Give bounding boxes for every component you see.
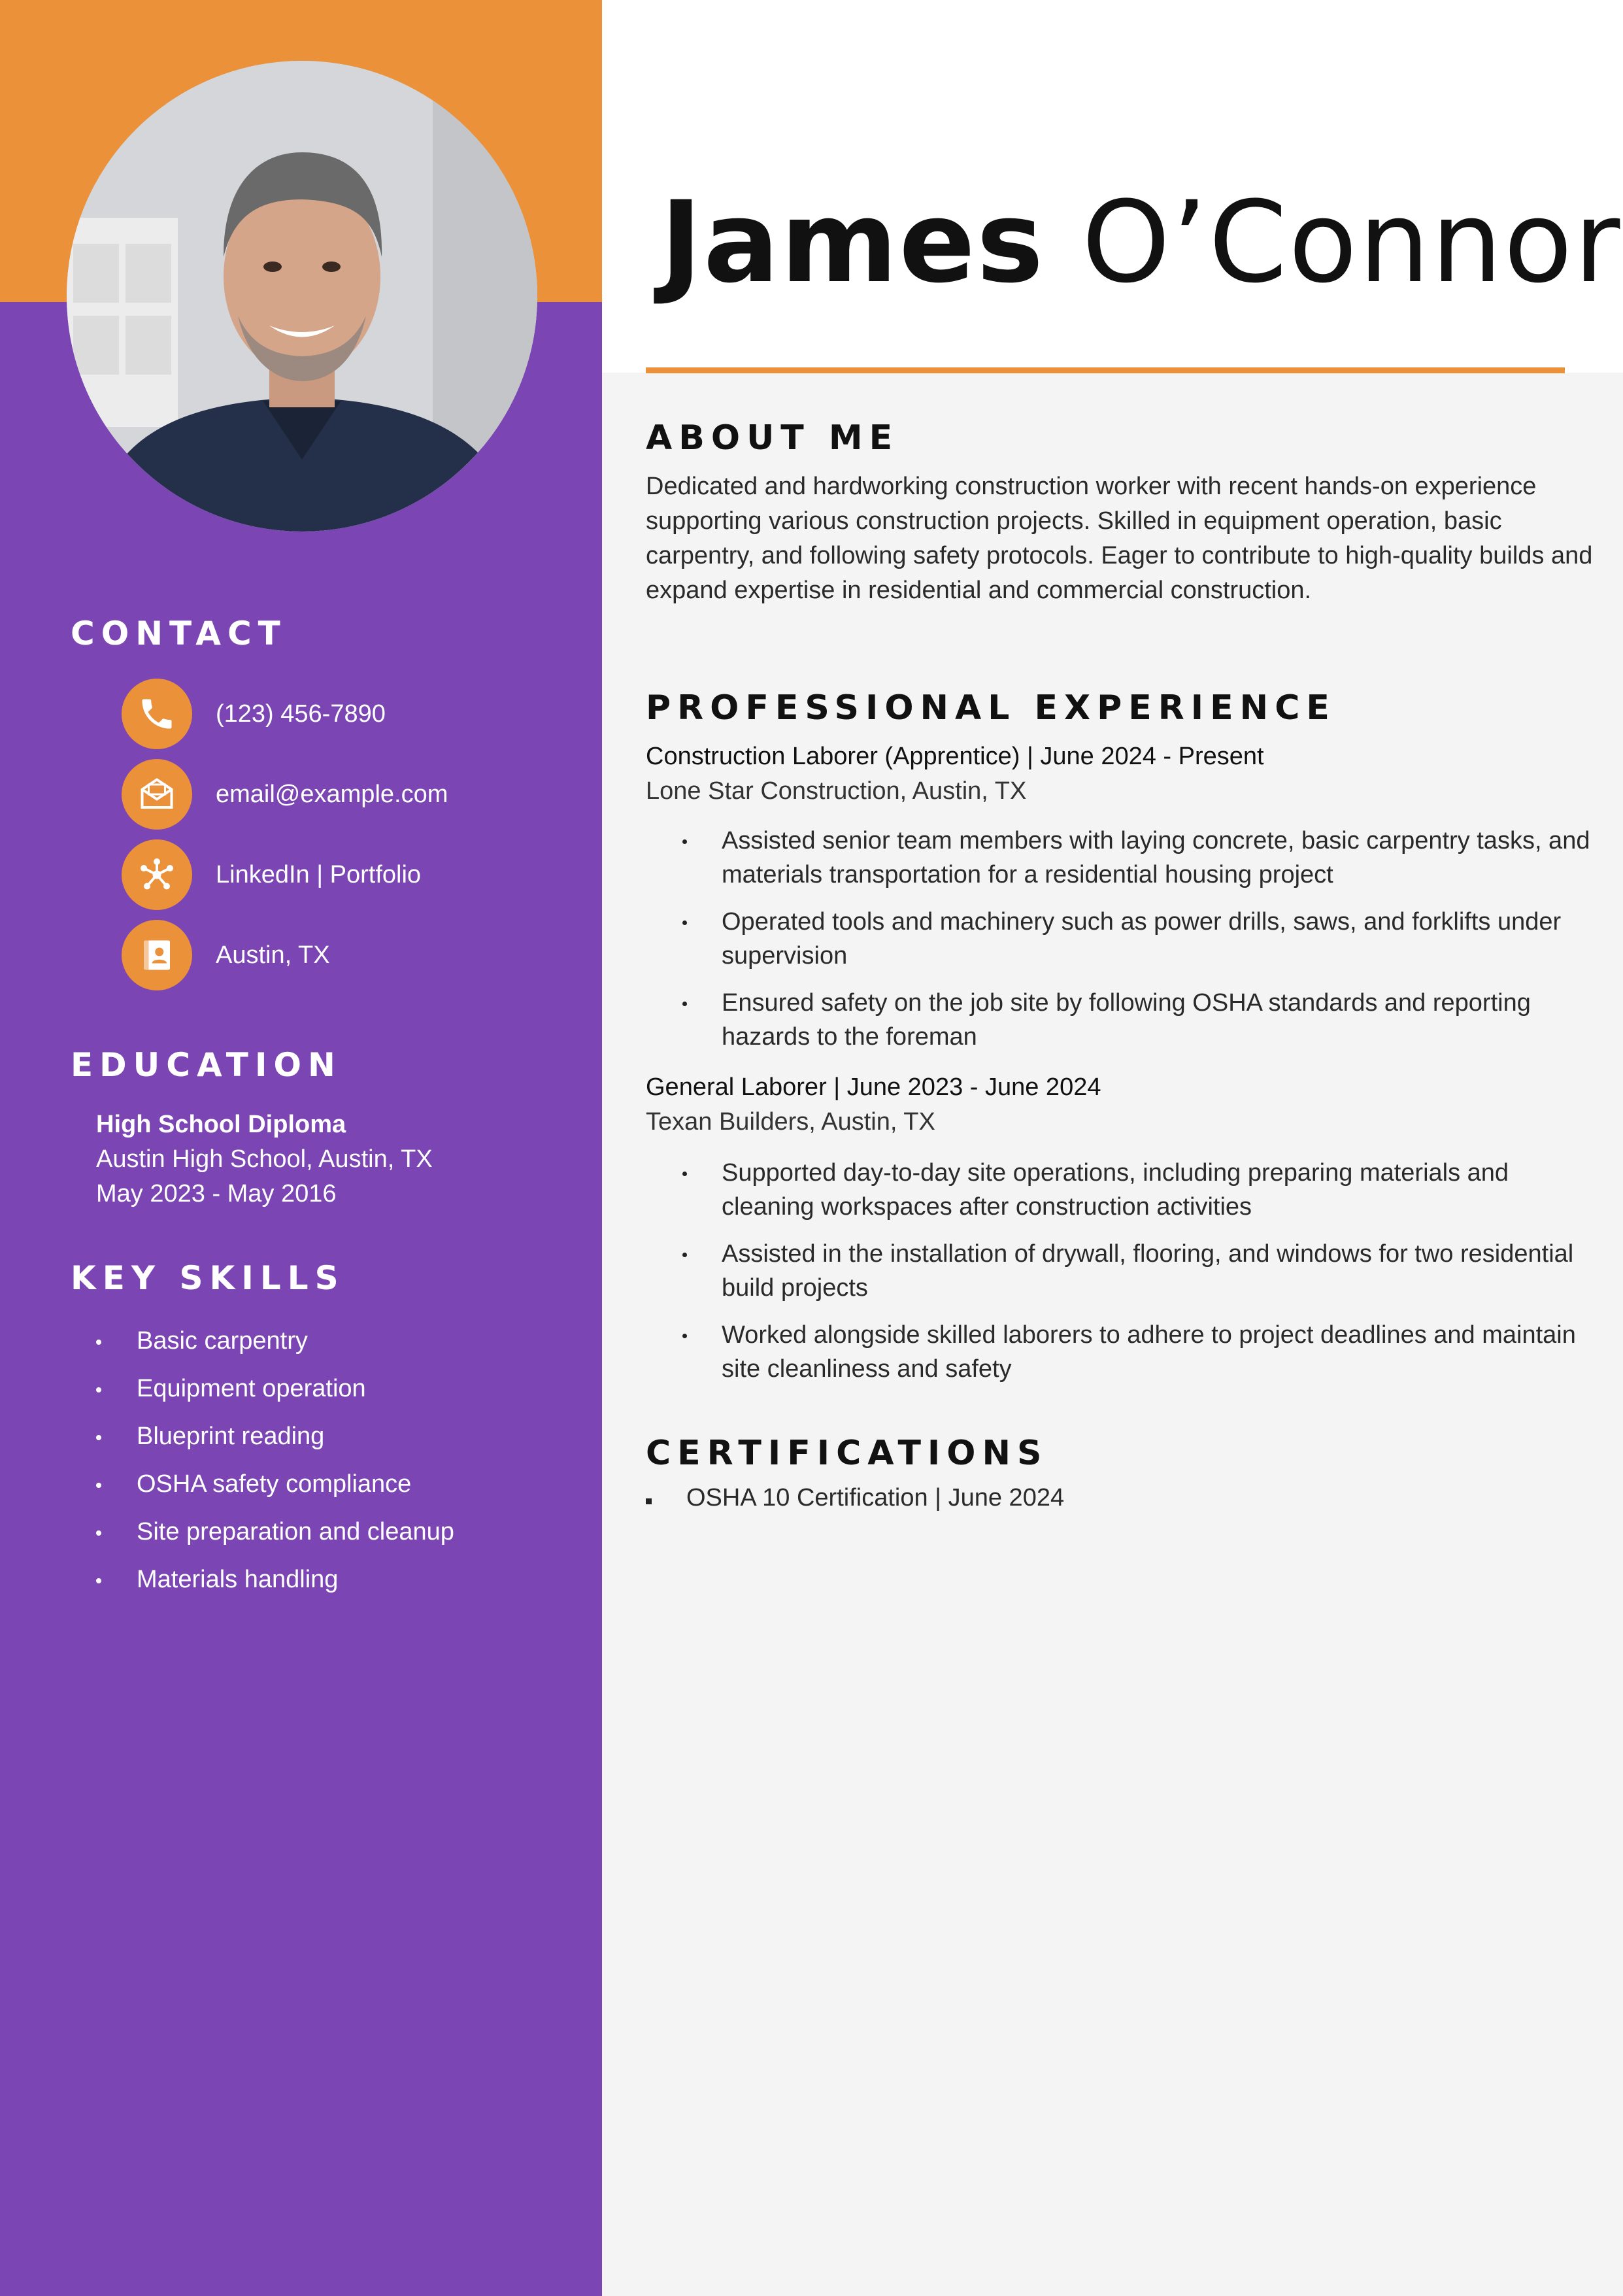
skill-item: Site preparation and cleanup bbox=[96, 1511, 454, 1559]
contact-location bbox=[122, 919, 330, 991]
contact-phone bbox=[122, 678, 386, 750]
job-title: Construction Laborer (Apprentice) | June 2024 - Present bbox=[646, 743, 1264, 770]
job-company: Lone Star Construction, Austin, TX bbox=[646, 777, 1027, 805]
education-school: Austin High School, Austin, TX bbox=[96, 1145, 433, 1173]
contact-links bbox=[122, 839, 421, 911]
contact-email bbox=[122, 758, 448, 830]
first-name: James bbox=[660, 177, 1045, 308]
skill-item: Materials handling bbox=[96, 1559, 454, 1606]
job-bullets bbox=[680, 1156, 1595, 1399]
profile-photo-image bbox=[67, 61, 537, 532]
contact-heading: CONTACT bbox=[71, 615, 287, 652]
contact-phone-text: (123) 456-7890 bbox=[216, 700, 386, 728]
about-heading: ABOUT ME bbox=[646, 418, 899, 458]
education-dates: May 2023 - May 2016 bbox=[96, 1180, 337, 1207]
header-divider bbox=[646, 367, 1565, 373]
profile-photo bbox=[67, 61, 537, 532]
address-book-icon bbox=[122, 920, 192, 990]
job-bullet: Assisted in the installation of drywall, flooring, and windows for two residential build projects bbox=[680, 1237, 1595, 1305]
skill-item: Basic carpentry bbox=[96, 1320, 454, 1368]
job-bullet: Operated tools and machinery such as power drills, saws, and forklifts under supervision bbox=[680, 905, 1595, 973]
job-bullet: Worked alongside skilled laborers to adhere to project deadlines and maintain site cleanliness and safety bbox=[680, 1318, 1595, 1386]
job-bullet: Ensured safety on the job site by following OSHA standards and reporting hazards to the foreman bbox=[680, 986, 1595, 1054]
education-degree: High School Diploma bbox=[96, 1111, 346, 1138]
skill-item: OSHA safety compliance bbox=[96, 1463, 454, 1511]
experience-heading: PROFESSIONAL EXPERIENCE bbox=[646, 688, 1336, 728]
job-bullets bbox=[680, 824, 1595, 1067]
certifications-heading: CERTIFICATIONS bbox=[646, 1434, 1048, 1473]
skill-item: Equipment operation bbox=[96, 1368, 454, 1415]
education-block bbox=[96, 1107, 433, 1211]
certification-item: OSHA 10 Certification | June 2024 bbox=[646, 1484, 1064, 1512]
contact-links-text[interactable]: LinkedIn | Portfolio bbox=[216, 860, 422, 888]
education-heading: EDUCATION bbox=[71, 1046, 342, 1084]
skills-list bbox=[96, 1320, 454, 1606]
skills-heading: KEY SKILLS bbox=[71, 1259, 345, 1297]
job-title: General Laborer | June 2023 - June 2024 bbox=[646, 1073, 1101, 1101]
candidate-name bbox=[660, 177, 1621, 308]
skill-item: Blueprint reading bbox=[96, 1415, 454, 1463]
email-icon bbox=[122, 759, 192, 830]
job-bullet: Assisted senior team members with laying concrete, basic carpentry tasks, and materials transportation for a residential housing project bbox=[680, 824, 1595, 892]
last-name: O’Connor bbox=[1082, 177, 1622, 308]
job-company: Texan Builders, Austin, TX bbox=[646, 1108, 935, 1136]
phone-icon bbox=[122, 679, 192, 749]
network-icon bbox=[122, 839, 192, 910]
about-text: Dedicated and hardworking construction worker with recent hands-on experience supporting various construction projects. Skilled in equipment operation, basic carpentry, and following safety protocols. Eager to contribute to high-quality builds and expand expertise in residential and commercial construction. bbox=[646, 473, 1593, 604]
job-bullet: Supported day-to-day site operations, including preparing materials and cleaning workspaces after construction activities bbox=[680, 1156, 1595, 1224]
contact-email-text[interactable]: email@example.com bbox=[216, 780, 448, 808]
contact-location-text: Austin, TX bbox=[216, 941, 330, 969]
